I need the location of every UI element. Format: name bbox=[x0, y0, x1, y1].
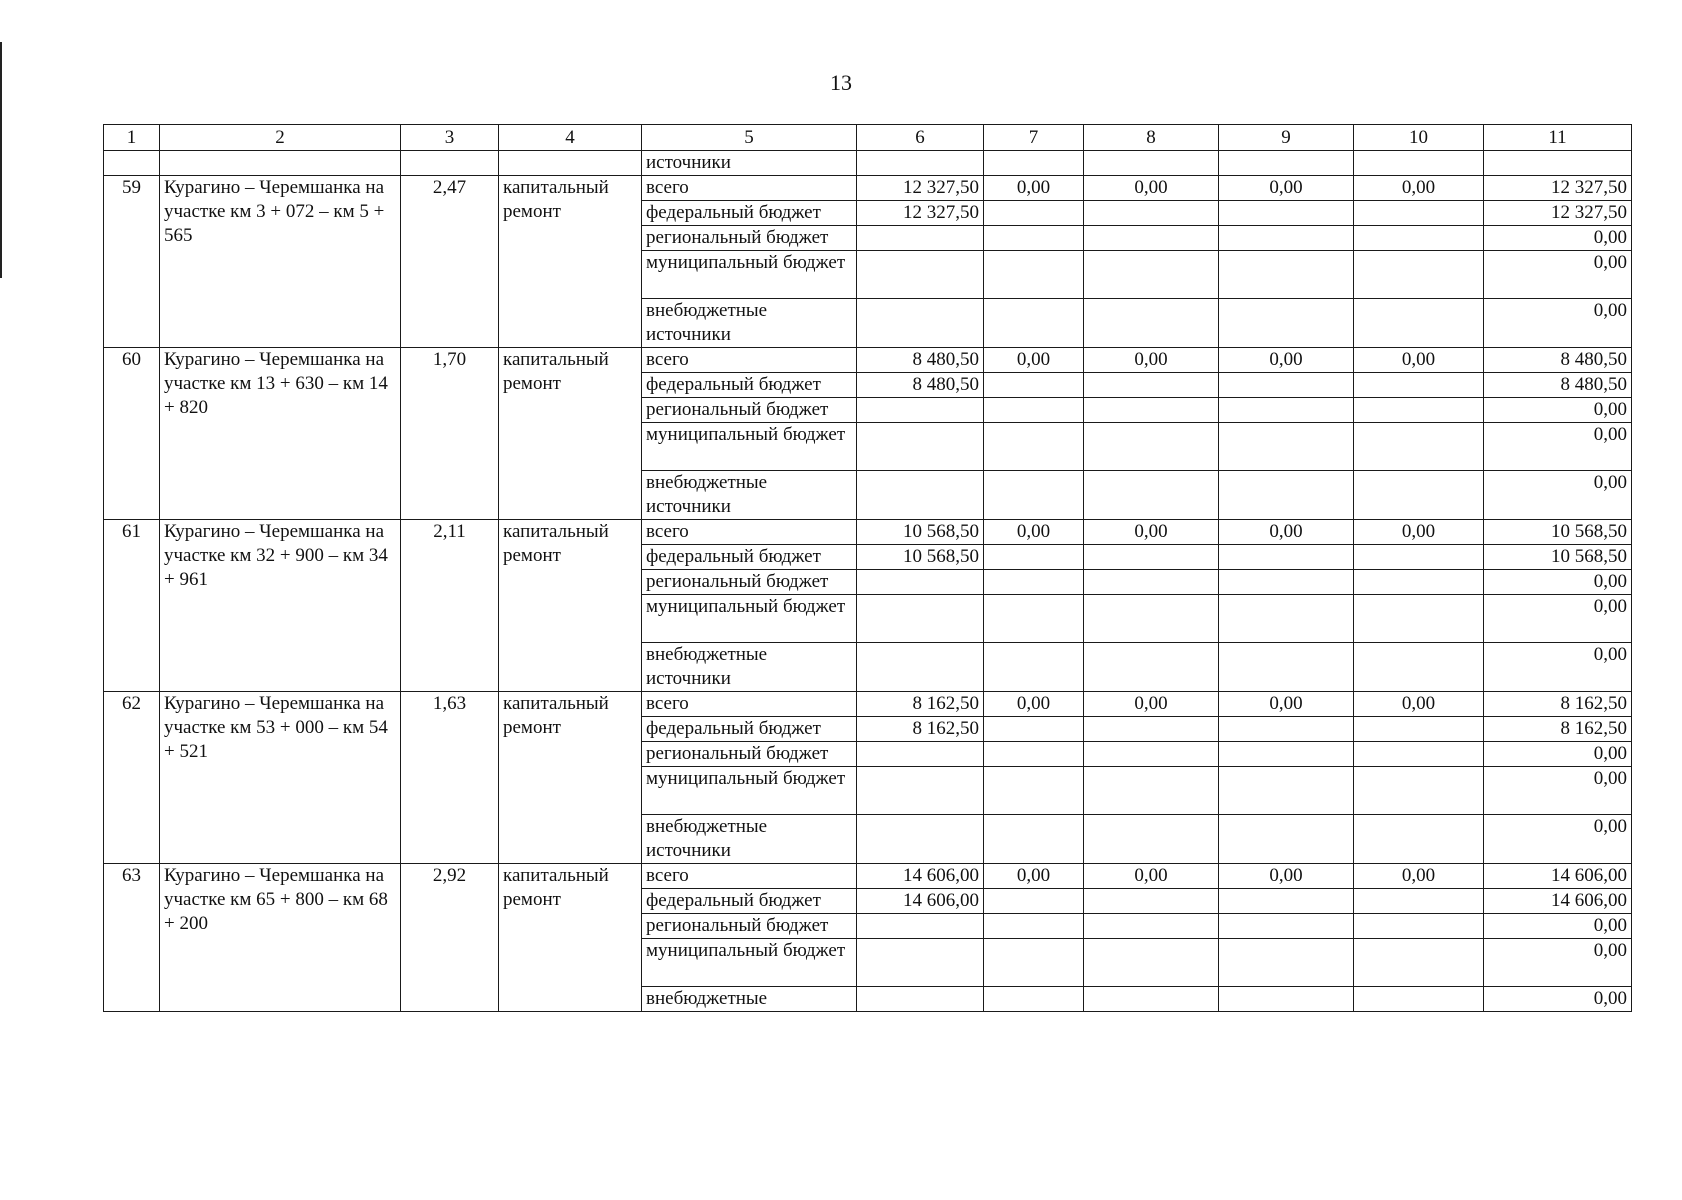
road-name: Курагино – Черемшанка на участке км 3 + 072 – км 5 + 565 bbox=[160, 176, 401, 348]
empty-cell bbox=[1354, 987, 1484, 1012]
table-row bbox=[104, 520, 1632, 545]
empty-cell bbox=[1084, 767, 1219, 815]
col11-total: 12 327,50 bbox=[1484, 176, 1632, 201]
col-header: 8 bbox=[1084, 125, 1219, 151]
empty-cell bbox=[984, 373, 1084, 398]
col9-value: 0,00 bbox=[1219, 520, 1354, 545]
empty-cell bbox=[1219, 299, 1354, 348]
col11-extrabudget: 0,00 bbox=[1484, 471, 1632, 520]
empty-cell bbox=[1219, 643, 1354, 692]
col11-federal: 8 162,50 bbox=[1484, 717, 1632, 742]
empty-cell bbox=[857, 251, 984, 299]
source-label: федеральный бюджет bbox=[642, 717, 857, 742]
source-label: региональный бюджет bbox=[642, 742, 857, 767]
col8-value: 0,00 bbox=[1084, 864, 1219, 889]
empty-cell bbox=[1354, 767, 1484, 815]
empty-cell bbox=[1354, 889, 1484, 914]
col7-value: 0,00 bbox=[984, 692, 1084, 717]
empty-cell bbox=[1084, 914, 1219, 939]
empty-cell bbox=[1084, 717, 1219, 742]
empty-cell bbox=[1219, 815, 1354, 864]
road-name: Курагино – Черемшанка на участке км 32 + 900 – км 34 + 961 bbox=[160, 520, 401, 692]
col11-extrabudget: 0,00 bbox=[1484, 815, 1632, 864]
col11-municipal: 0,00 bbox=[1484, 423, 1632, 471]
col11-municipal: 0,00 bbox=[1484, 767, 1632, 815]
page-number: 13 bbox=[830, 70, 852, 95]
empty-cell bbox=[984, 201, 1084, 226]
col-header: 5 bbox=[642, 125, 857, 151]
col9-value: 0,00 bbox=[1219, 864, 1354, 889]
empty-cell bbox=[1354, 742, 1484, 767]
col7-value: 0,00 bbox=[984, 348, 1084, 373]
col-header: 7 bbox=[984, 125, 1084, 151]
empty-cell bbox=[1354, 939, 1484, 987]
empty-cell bbox=[1084, 201, 1219, 226]
table-row bbox=[104, 176, 1632, 201]
empty-cell bbox=[1219, 471, 1354, 520]
table-row bbox=[104, 864, 1632, 889]
col6-federal: 8 480,50 bbox=[857, 373, 984, 398]
work-type: капитальный ремонт bbox=[499, 520, 642, 692]
empty-cell bbox=[1219, 201, 1354, 226]
col11-municipal: 0,00 bbox=[1484, 251, 1632, 299]
source-label: муниципальный бюджет bbox=[642, 939, 857, 987]
empty-cell bbox=[1219, 373, 1354, 398]
source-label: муниципальный бюджет bbox=[642, 595, 857, 643]
empty-cell bbox=[1219, 251, 1354, 299]
table-row bbox=[104, 692, 1632, 717]
empty-cell bbox=[1354, 914, 1484, 939]
col11-regional: 0,00 bbox=[1484, 914, 1632, 939]
col11-extrabudget: 0,00 bbox=[1484, 643, 1632, 692]
empty-cell bbox=[857, 595, 984, 643]
empty-cell bbox=[984, 545, 1084, 570]
source-label: федеральный бюджет bbox=[642, 545, 857, 570]
row-number: 59 bbox=[104, 176, 160, 348]
empty-cell bbox=[1219, 545, 1354, 570]
row-number: 60 bbox=[104, 348, 160, 520]
col11-extrabudget: 0,00 bbox=[1484, 987, 1632, 1012]
empty-cell bbox=[984, 423, 1084, 471]
empty-cell bbox=[857, 767, 984, 815]
empty-cell bbox=[1354, 299, 1484, 348]
empty-cell bbox=[984, 987, 1084, 1012]
empty-cell bbox=[984, 815, 1084, 864]
col-header: 1 bbox=[104, 125, 160, 151]
col11-federal: 10 568,50 bbox=[1484, 545, 1632, 570]
col6-federal: 10 568,50 bbox=[857, 545, 984, 570]
col7-value: 0,00 bbox=[984, 520, 1084, 545]
empty-cell bbox=[984, 226, 1084, 251]
empty-cell bbox=[984, 767, 1084, 815]
source-label: федеральный бюджет bbox=[642, 889, 857, 914]
table-row bbox=[104, 348, 1632, 373]
col11-regional: 0,00 bbox=[1484, 570, 1632, 595]
col11-federal: 14 606,00 bbox=[1484, 889, 1632, 914]
empty-cell bbox=[857, 423, 984, 471]
empty-cell bbox=[984, 299, 1084, 348]
empty-cell bbox=[1084, 373, 1219, 398]
work-type: капитальный ремонт bbox=[499, 692, 642, 864]
col-header: 6 bbox=[857, 125, 984, 151]
empty-cell bbox=[1219, 939, 1354, 987]
col11-total: 10 568,50 bbox=[1484, 520, 1632, 545]
empty-cell bbox=[1084, 815, 1219, 864]
empty-cell bbox=[857, 643, 984, 692]
col8-value: 0,00 bbox=[1084, 692, 1219, 717]
empty-cell bbox=[1084, 643, 1219, 692]
empty-cell bbox=[984, 914, 1084, 939]
empty-cell bbox=[1084, 545, 1219, 570]
empty-cell bbox=[857, 226, 984, 251]
road-name: Курагино – Черемшанка на участке км 13 + 630 – км 14 + 820 bbox=[160, 348, 401, 520]
empty-cell bbox=[857, 742, 984, 767]
col11-total: 14 606,00 bbox=[1484, 864, 1632, 889]
empty-cell bbox=[1354, 398, 1484, 423]
carry-over-row bbox=[104, 151, 1632, 176]
empty-cell bbox=[1084, 742, 1219, 767]
empty-cell bbox=[1354, 471, 1484, 520]
col11-extrabudget: 0,00 bbox=[1484, 299, 1632, 348]
empty-cell bbox=[1354, 717, 1484, 742]
empty-cell bbox=[1219, 570, 1354, 595]
work-type: капитальный ремонт bbox=[499, 864, 642, 1012]
col7-value: 0,00 bbox=[984, 864, 1084, 889]
source-label: региональный бюджет bbox=[642, 398, 857, 423]
source-label: всего bbox=[642, 176, 857, 201]
empty-cell bbox=[1219, 595, 1354, 643]
col10-value: 0,00 bbox=[1354, 692, 1484, 717]
empty-cell bbox=[1084, 398, 1219, 423]
col11-federal: 8 480,50 bbox=[1484, 373, 1632, 398]
empty-cell bbox=[1354, 251, 1484, 299]
empty-cell bbox=[984, 742, 1084, 767]
empty-cell bbox=[1354, 643, 1484, 692]
column-numbers-row bbox=[104, 125, 1632, 151]
col11-total: 8 480,50 bbox=[1484, 348, 1632, 373]
empty-cell bbox=[857, 815, 984, 864]
col11-regional: 0,00 bbox=[1484, 226, 1632, 251]
empty-cell bbox=[857, 570, 984, 595]
empty-cell bbox=[1219, 767, 1354, 815]
col10-value: 0,00 bbox=[1354, 176, 1484, 201]
empty-cell bbox=[1219, 423, 1354, 471]
empty-cell bbox=[984, 939, 1084, 987]
empty-cell bbox=[1354, 815, 1484, 864]
empty-cell bbox=[984, 398, 1084, 423]
empty-cell bbox=[984, 643, 1084, 692]
source-label: всего bbox=[642, 692, 857, 717]
col10-value: 0,00 bbox=[1354, 520, 1484, 545]
source-label: внебюджетные источники bbox=[642, 471, 857, 520]
empty-cell bbox=[1219, 914, 1354, 939]
empty-cell bbox=[1219, 889, 1354, 914]
empty-cell bbox=[984, 471, 1084, 520]
col6-total: 8 480,50 bbox=[857, 348, 984, 373]
source-label: источники bbox=[642, 151, 857, 176]
row-number: 61 bbox=[104, 520, 160, 692]
col8-value: 0,00 bbox=[1084, 520, 1219, 545]
empty-cell bbox=[1354, 570, 1484, 595]
col-header: 11 bbox=[1484, 125, 1632, 151]
road-length: 1,70 bbox=[401, 348, 499, 520]
empty-cell bbox=[857, 299, 984, 348]
empty-cell bbox=[984, 717, 1084, 742]
empty-cell bbox=[984, 251, 1084, 299]
source-label: внебюджетные источники bbox=[642, 299, 857, 348]
col9-value: 0,00 bbox=[1219, 692, 1354, 717]
road-length: 2,11 bbox=[401, 520, 499, 692]
col8-value: 0,00 bbox=[1084, 176, 1219, 201]
empty-cell bbox=[1354, 201, 1484, 226]
work-type: капитальный ремонт bbox=[499, 176, 642, 348]
col10-value: 0,00 bbox=[1354, 864, 1484, 889]
empty-cell bbox=[1084, 939, 1219, 987]
source-label: всего bbox=[642, 520, 857, 545]
empty-cell bbox=[1084, 987, 1219, 1012]
source-label: федеральный бюджет bbox=[642, 373, 857, 398]
road-name: Курагино – Черемшанка на участке км 65 + 800 – км 68 + 200 bbox=[160, 864, 401, 1012]
col6-total: 14 606,00 bbox=[857, 864, 984, 889]
road-length: 2,92 bbox=[401, 864, 499, 1012]
col11-total: 8 162,50 bbox=[1484, 692, 1632, 717]
empty-cell bbox=[1219, 717, 1354, 742]
source-label: муниципальный бюджет bbox=[642, 251, 857, 299]
col6-federal: 12 327,50 bbox=[857, 201, 984, 226]
col-header: 10 bbox=[1354, 125, 1484, 151]
col6-total: 12 327,50 bbox=[857, 176, 984, 201]
source-label: всего bbox=[642, 348, 857, 373]
col11-municipal: 0,00 bbox=[1484, 939, 1632, 987]
empty-cell bbox=[857, 471, 984, 520]
empty-cell bbox=[1084, 889, 1219, 914]
col-header: 9 bbox=[1219, 125, 1354, 151]
road-length: 2,47 bbox=[401, 176, 499, 348]
row-number: 62 bbox=[104, 692, 160, 864]
empty-cell bbox=[1084, 595, 1219, 643]
col9-value: 0,00 bbox=[1219, 348, 1354, 373]
budget-table bbox=[103, 124, 1632, 1012]
empty-cell bbox=[1354, 545, 1484, 570]
empty-cell bbox=[1354, 595, 1484, 643]
empty-cell bbox=[1219, 398, 1354, 423]
col11-federal: 12 327,50 bbox=[1484, 201, 1632, 226]
row-number: 63 bbox=[104, 864, 160, 1012]
col10-value: 0,00 bbox=[1354, 348, 1484, 373]
empty-cell bbox=[1084, 471, 1219, 520]
source-label: внебюджетные bbox=[642, 987, 857, 1012]
empty-cell bbox=[1219, 226, 1354, 251]
empty-cell bbox=[1084, 299, 1219, 348]
empty-cell bbox=[984, 570, 1084, 595]
empty-cell bbox=[1084, 226, 1219, 251]
source-label: федеральный бюджет bbox=[642, 201, 857, 226]
empty-cell bbox=[1354, 373, 1484, 398]
col9-value: 0,00 bbox=[1219, 176, 1354, 201]
source-label: внебюджетные источники bbox=[642, 643, 857, 692]
empty-cell bbox=[857, 939, 984, 987]
empty-cell bbox=[1219, 742, 1354, 767]
road-length: 1,63 bbox=[401, 692, 499, 864]
empty-cell bbox=[1084, 570, 1219, 595]
col-header: 2 bbox=[160, 125, 401, 151]
col6-federal: 14 606,00 bbox=[857, 889, 984, 914]
source-label: внебюджетные источники bbox=[642, 815, 857, 864]
source-label: региональный бюджет bbox=[642, 226, 857, 251]
empty-cell bbox=[857, 914, 984, 939]
empty-cell bbox=[984, 889, 1084, 914]
source-label: муниципальный бюджет bbox=[642, 423, 857, 471]
empty-cell bbox=[1354, 226, 1484, 251]
empty-cell bbox=[1084, 423, 1219, 471]
source-label: муниципальный бюджет bbox=[642, 767, 857, 815]
empty-cell bbox=[1084, 251, 1219, 299]
empty-cell bbox=[857, 398, 984, 423]
empty-cell bbox=[1219, 987, 1354, 1012]
col-header: 4 bbox=[499, 125, 642, 151]
empty-cell bbox=[857, 987, 984, 1012]
col6-total: 8 162,50 bbox=[857, 692, 984, 717]
col11-municipal: 0,00 bbox=[1484, 595, 1632, 643]
source-label: региональный бюджет bbox=[642, 570, 857, 595]
col-header: 3 bbox=[401, 125, 499, 151]
col8-value: 0,00 bbox=[1084, 348, 1219, 373]
col7-value: 0,00 bbox=[984, 176, 1084, 201]
col11-regional: 0,00 bbox=[1484, 742, 1632, 767]
empty-cell bbox=[984, 595, 1084, 643]
col6-federal: 8 162,50 bbox=[857, 717, 984, 742]
work-type: капитальный ремонт bbox=[499, 348, 642, 520]
col6-total: 10 568,50 bbox=[857, 520, 984, 545]
col11-regional: 0,00 bbox=[1484, 398, 1632, 423]
source-label: региональный бюджет bbox=[642, 914, 857, 939]
empty-cell bbox=[1354, 423, 1484, 471]
source-label: всего bbox=[642, 864, 857, 889]
road-name: Курагино – Черемшанка на участке км 53 + 000 – км 54 + 521 bbox=[160, 692, 401, 864]
